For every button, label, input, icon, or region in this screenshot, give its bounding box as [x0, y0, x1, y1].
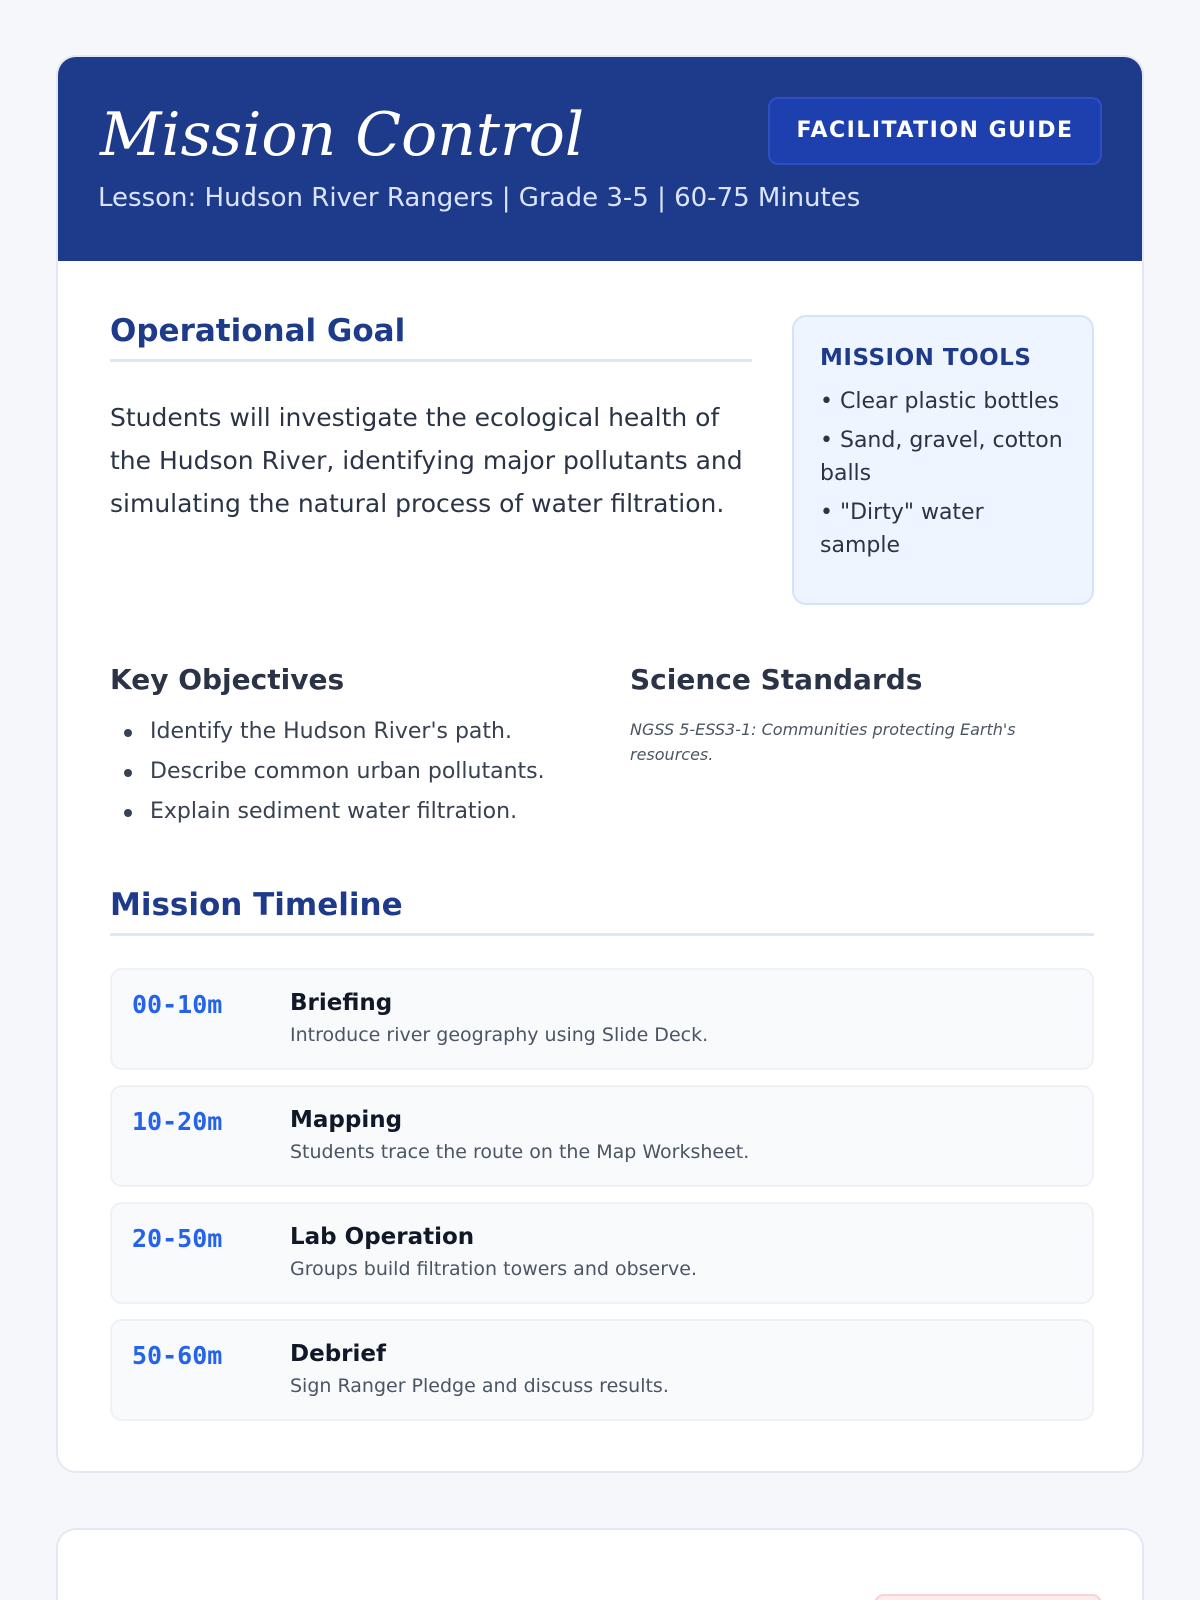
timeline-step-name: Debrief [290, 1341, 386, 1367]
timeline-time: 50-60m [132, 1341, 223, 1370]
mission-tools-panel [792, 315, 1094, 605]
mission-tools-heading: MISSION TOOLS [820, 345, 1032, 371]
timeline-step-name: Briefing [290, 990, 393, 1016]
timeline-step-description: Groups build filtration towers and observe. [290, 1258, 698, 1280]
next-section-card [56, 1528, 1144, 1600]
timeline-step-description: Students trace the route on the Map Worksheet. [290, 1141, 750, 1163]
timeline-step-description: Introduce river geography using Slide Deck. [290, 1024, 709, 1046]
operational-goal-heading: Operational Goal [110, 313, 406, 349]
next-section-badge [874, 1594, 1102, 1600]
tool-item: • Sand, gravel, cotton balls [820, 424, 1068, 490]
page-title: Mission Control [100, 100, 585, 170]
timeline-divider [110, 933, 1094, 936]
timeline-row [110, 1319, 1094, 1421]
timeline-row [110, 1085, 1094, 1187]
mission-header [58, 57, 1142, 261]
mission-timeline-heading: Mission Timeline [110, 887, 403, 923]
operational-goal-text: Students will investigate the ecological health of the Hudson River, identifying major pollutants and simulating the natural process of water filtration. [110, 403, 743, 518]
timeline-row [110, 1202, 1094, 1304]
science-standard-text: NGSS 5-ESS3-1: Communities protecting Earth's resources. [630, 720, 1016, 764]
tool-item: • Clear plastic bottles [820, 385, 1068, 418]
objective-item: Explain sediment water filtration. [110, 792, 545, 832]
science-standards-heading: Science Standards [630, 663, 923, 696]
facilitation-guide-badge: FACILITATION GUIDE [768, 97, 1102, 165]
objective-item: Identify the Hudson River's path. [110, 712, 545, 752]
facilitation-guide-card [56, 55, 1144, 1473]
lesson-subtitle: Lesson: Hudson River Rangers | Grade 3-5 | 60-75 Minutes [98, 183, 861, 213]
mission-tools-list [820, 385, 1068, 562]
timeline-step-name: Mapping [290, 1107, 403, 1133]
timeline-step-name: Lab Operation [290, 1224, 475, 1250]
key-objectives-list [110, 712, 545, 832]
timeline-row [110, 968, 1094, 1070]
timeline-step-description: Sign Ranger Pledge and discuss results. [290, 1375, 669, 1397]
goal-divider [110, 359, 752, 362]
timeline-time: 00-10m [132, 990, 223, 1019]
tool-item: • "Dirty" water sample [820, 496, 1068, 562]
timeline-time: 20-50m [132, 1224, 223, 1253]
objective-item: Describe common urban pollutants. [110, 752, 545, 792]
key-objectives-heading: Key Objectives [110, 663, 345, 696]
timeline-time: 10-20m [132, 1107, 223, 1136]
